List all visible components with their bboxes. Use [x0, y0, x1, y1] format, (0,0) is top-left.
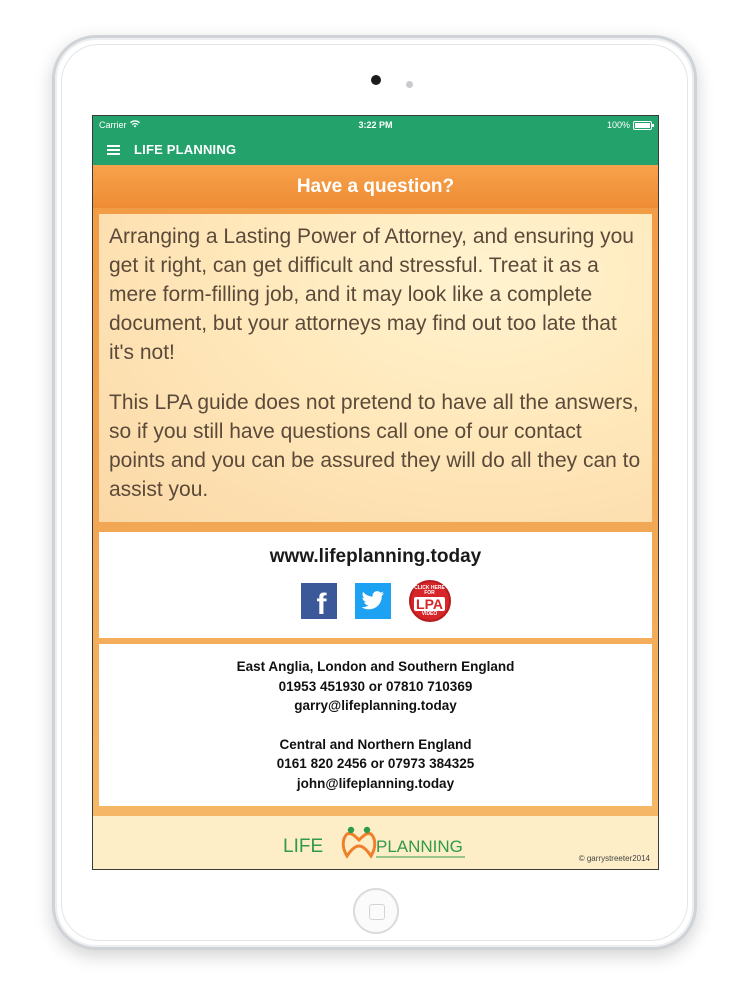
contact-group: [99, 657, 652, 716]
intro-panel: [99, 214, 652, 522]
contact-email[interactable]: garry@lifeplanning.today: [294, 698, 457, 713]
logo-figure-icon: [364, 827, 370, 833]
facebook-icon[interactable]: f: [301, 583, 337, 619]
logo-figure-icon: [348, 827, 354, 833]
front-camera: [371, 75, 381, 85]
social-row: [301, 580, 451, 622]
main-content: [93, 165, 658, 869]
status-bar: [93, 116, 658, 134]
footer: [93, 816, 658, 869]
contact-email[interactable]: john@lifeplanning.today: [296, 775, 455, 791]
app-screen: [92, 115, 659, 870]
contact-phones[interactable]: 0161 820 2456 or 07973 384325: [276, 756, 475, 771]
contact-group: [99, 735, 652, 794]
links-panel: [99, 532, 652, 638]
carrier-label: Carrier: [99, 120, 127, 130]
home-button[interactable]: [353, 888, 399, 934]
page-heading: Have a question?: [93, 165, 658, 208]
lpa-badge-main: LPA: [416, 595, 443, 612]
contact-region: East Anglia, London and Southern England: [236, 659, 515, 674]
copyright-text: © garrystreeter2014: [578, 854, 650, 863]
nav-bar: [93, 134, 658, 165]
contact-region: Central and Northern England: [279, 736, 472, 752]
battery-icon: [633, 121, 652, 130]
intro-paragraph-2: This LPA guide does not pretend to have all the answers, so if you still have questions call one of our contact points and you can be assured they will do all they can to assist you.: [109, 391, 641, 501]
hamburger-menu-icon[interactable]: [107, 145, 120, 155]
logo-text-right: PLANNING: [376, 837, 463, 856]
website-link[interactable]: www.lifeplanning.today: [269, 546, 482, 567]
intro-paragraph-1: Arranging a Lasting Power of Attorney, and ensuring you get it right, can get difficult and stressful. Treat it as a mere form-filling job, and it may look like a complete document, but your attorneys may find out too late that it's not!: [109, 225, 634, 364]
twitter-icon[interactable]: [355, 583, 391, 619]
status-time: 3:22 PM: [358, 120, 393, 130]
nav-title: LIFE PLANNING: [134, 142, 237, 157]
life-planning-logo: [281, 824, 467, 864]
lpa-badge-bottom: VIDEO: [421, 610, 438, 617]
lpa-badge-top: CLICK HERE FOR: [414, 584, 445, 596]
wifi-icon: [130, 120, 140, 130]
contact-phones[interactable]: 01953 451930 or 07810 710369: [278, 678, 473, 694]
logo-text-left: LIFE: [283, 836, 324, 857]
contacts-panel: [99, 644, 652, 806]
logo-heart-icon: [343, 833, 375, 856]
front-sensor: [406, 81, 413, 88]
battery-percent: 100%: [606, 120, 630, 130]
lpa-video-badge-icon[interactable]: [409, 580, 451, 622]
